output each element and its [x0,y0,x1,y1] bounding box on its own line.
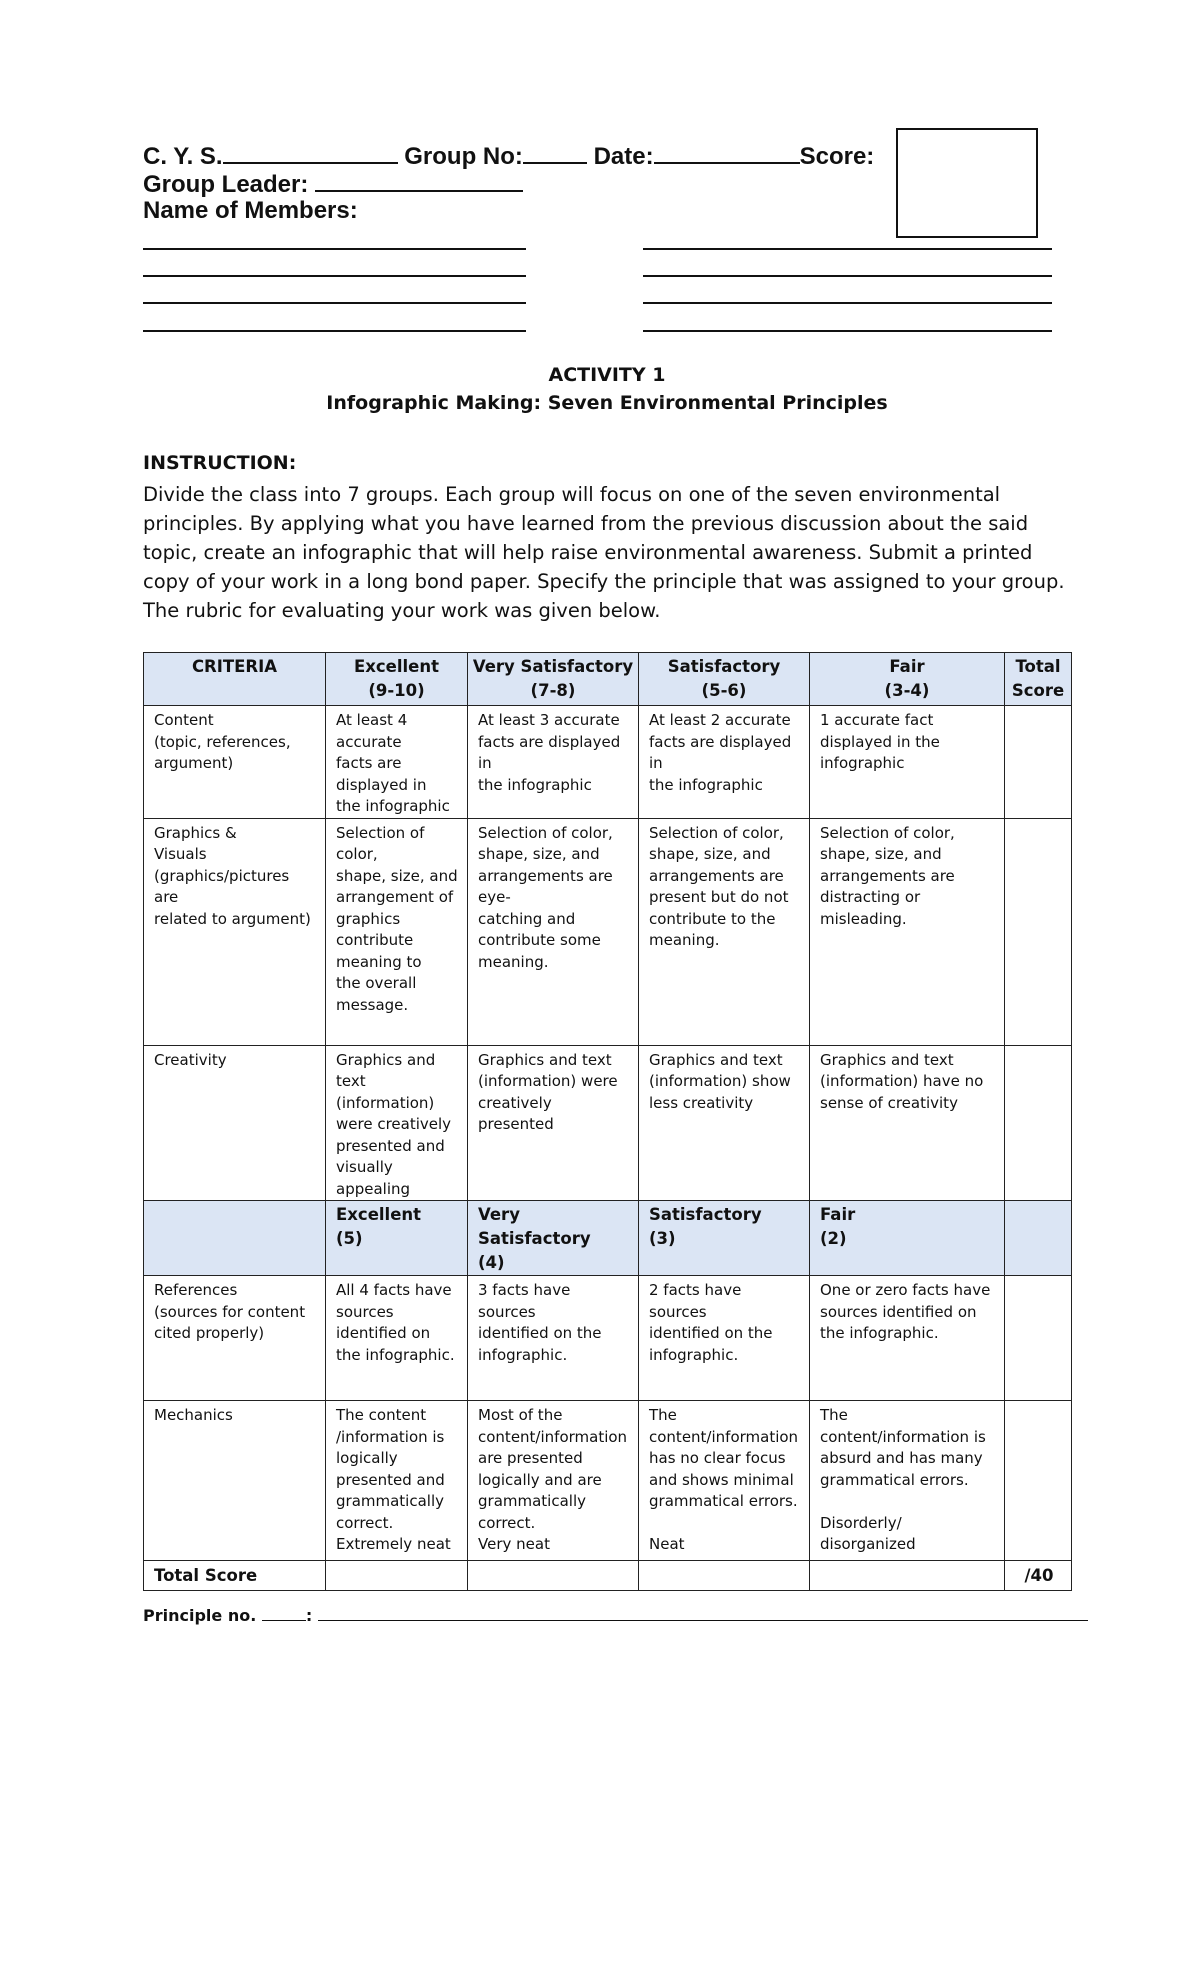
rubric-row-content [144,706,1072,819]
instruction-line: Divide the class into 7 groups. Each group will focus on one of the seven environmental [143,483,1001,506]
rubric-cell: Selection of color, shape, size, and arrangements are distracting or misleading. [810,818,1005,1045]
total-score-cell[interactable] [1005,706,1072,819]
total-cell[interactable] [326,1561,468,1591]
instruction-line: copy of your work in a long bond paper. Specify the principle that was assigned to your group. [143,570,1065,593]
rubric-row-references [144,1276,1072,1401]
rubric-cell: The content /information is logically presented and grammatically correct. Extremely neat [326,1401,468,1561]
subheader-satisfactory: Satisfactory (3) [639,1201,810,1276]
group-leader-line [143,170,523,199]
instruction-line: topic, create an infographic that will help raise environmental awareness. Submit a printed [143,541,1033,564]
rubric-cell: Most of the content/information are presented logically and are grammatically correct. Very neat [468,1401,639,1561]
principle-label: Principle no. [143,1606,257,1625]
total-cell[interactable] [468,1561,639,1591]
date-label: Date: [593,143,654,170]
header-criteria: CRITERIA [144,653,326,706]
rubric-cell: Selection of color, shape, size, and arrangement of graphics contribute meaning to the overall message. [326,818,468,1045]
rubric-cell: The content/information is absurd and has many grammatical errors. Disorderly/ disorganized [810,1401,1005,1561]
instruction-heading: INSTRUCTION: [143,452,297,474]
rubric-cell: Graphics and text (information) were creatively presented and visually appealing [326,1045,468,1201]
rubric-cell: The content/information has no clear focus and shows minimal grammatical errors. Neat [639,1401,810,1561]
rubric-cell: Selection of color, shape, size, and arrangements are present but do not contribute to the meaning. [639,818,810,1045]
rubric-cell: Graphics and text (information) were creatively presented [468,1045,639,1201]
activity-subtitle: Infographic Making: Seven Environmental Principles [326,392,888,414]
rubric-cell: At least 4 accurate facts are displayed in the infographic [326,706,468,819]
group-leader-label: Group Leader: [143,171,309,198]
principle-name-blank[interactable] [318,1604,1088,1621]
score-box[interactable] [896,128,1038,238]
rubric-cell: 1 accurate fact displayed in the infographic [810,706,1005,819]
rubric-subheader-row [144,1201,1072,1276]
header-very-satisfactory: Very Satisfactory (7-8) [468,653,639,706]
rubric-cell: Graphics and text (information) have no sense of creativity [810,1045,1005,1201]
score-label: Score: [799,143,875,170]
total-score-cell[interactable] [1005,1401,1072,1561]
total-score-cell[interactable] [1005,1276,1072,1401]
instruction-text [143,480,1073,625]
cys-blank[interactable] [223,142,398,164]
total-cell[interactable] [810,1561,1005,1591]
members-label: Name of Members: [143,197,358,224]
group-no-label: Group No: [404,143,523,170]
member-line[interactable] [143,248,526,250]
total-score-cell[interactable] [1005,1045,1072,1201]
criteria-cell: Content (topic, references, argument) [144,706,326,819]
member-line[interactable] [643,275,1052,277]
subheader-cell [144,1201,326,1276]
principle-number-blank[interactable] [262,1604,306,1621]
rubric-cell: Selection of color, shape, size, and arrangements are eye- catching and contribute some meaning. [468,818,639,1045]
member-line[interactable] [643,302,1052,304]
criteria-cell: Mechanics [144,1401,326,1561]
header-satisfactory: Satisfactory (5-6) [639,653,810,706]
rubric-total-row [144,1561,1072,1591]
rubric-cell: At least 2 accurate facts are displayed in the infographic [639,706,810,819]
member-line[interactable] [643,248,1052,250]
cys-label: C. Y. S. [143,143,223,170]
subheader-very-satisfactory: Very Satisfactory (4) [468,1201,639,1276]
criteria-cell: Creativity [144,1045,326,1201]
rubric-cell: 3 facts have sources identified on the infographic. [468,1276,639,1401]
rubric-table [143,652,1072,1591]
member-line[interactable] [143,330,526,332]
activity-title: ACTIVITY 1 [548,364,666,386]
member-line[interactable] [643,330,1052,332]
instruction-line: The rubric for evaluating your work was given below. [143,599,661,622]
rubric-cell: Graphics and text (information) show less creativity [639,1045,810,1201]
total-cell[interactable] [639,1561,810,1591]
total-score-cell[interactable] [1005,818,1072,1045]
rubric-cell: One or zero facts have sources identified on the infographic. [810,1276,1005,1401]
rubric-row-graphics [144,818,1072,1045]
header-fair: Fair (3-4) [810,653,1005,706]
instruction-line: principles. By applying what you have learned from the previous discussion about the said [143,512,1029,535]
subheader-fair: Fair (2) [810,1201,1005,1276]
rubric-cell: At least 3 accurate facts are displayed in the infographic [468,706,639,819]
header-total-score: Total Score [1005,653,1072,706]
member-line[interactable] [143,302,526,304]
principle-colon: : [305,1606,313,1625]
total-max: /40 [1005,1561,1072,1591]
total-score-label: Total Score [144,1561,326,1591]
rubric-row-mechanics [144,1401,1072,1561]
subheader-cell [1005,1201,1072,1276]
group-no-blank[interactable] [523,142,587,164]
group-leader-blank[interactable] [315,170,523,192]
header-excellent: Excellent (9-10) [326,653,468,706]
rubric-cell: 2 facts have sources identified on the infographic. [639,1276,810,1401]
member-line[interactable] [143,275,526,277]
rubric-cell: All 4 facts have sources identified on the infographic. [326,1276,468,1401]
rubric-header-row [144,653,1072,706]
subheader-excellent: Excellent (5) [326,1201,468,1276]
header-info-line [143,142,874,171]
criteria-cell: References (sources for content cited properly) [144,1276,326,1401]
date-blank[interactable] [654,142,800,164]
principle-line [143,1604,1088,1625]
rubric-row-creativity [144,1045,1072,1201]
criteria-cell: Graphics & Visuals (graphics/pictures are related to argument) [144,818,326,1045]
